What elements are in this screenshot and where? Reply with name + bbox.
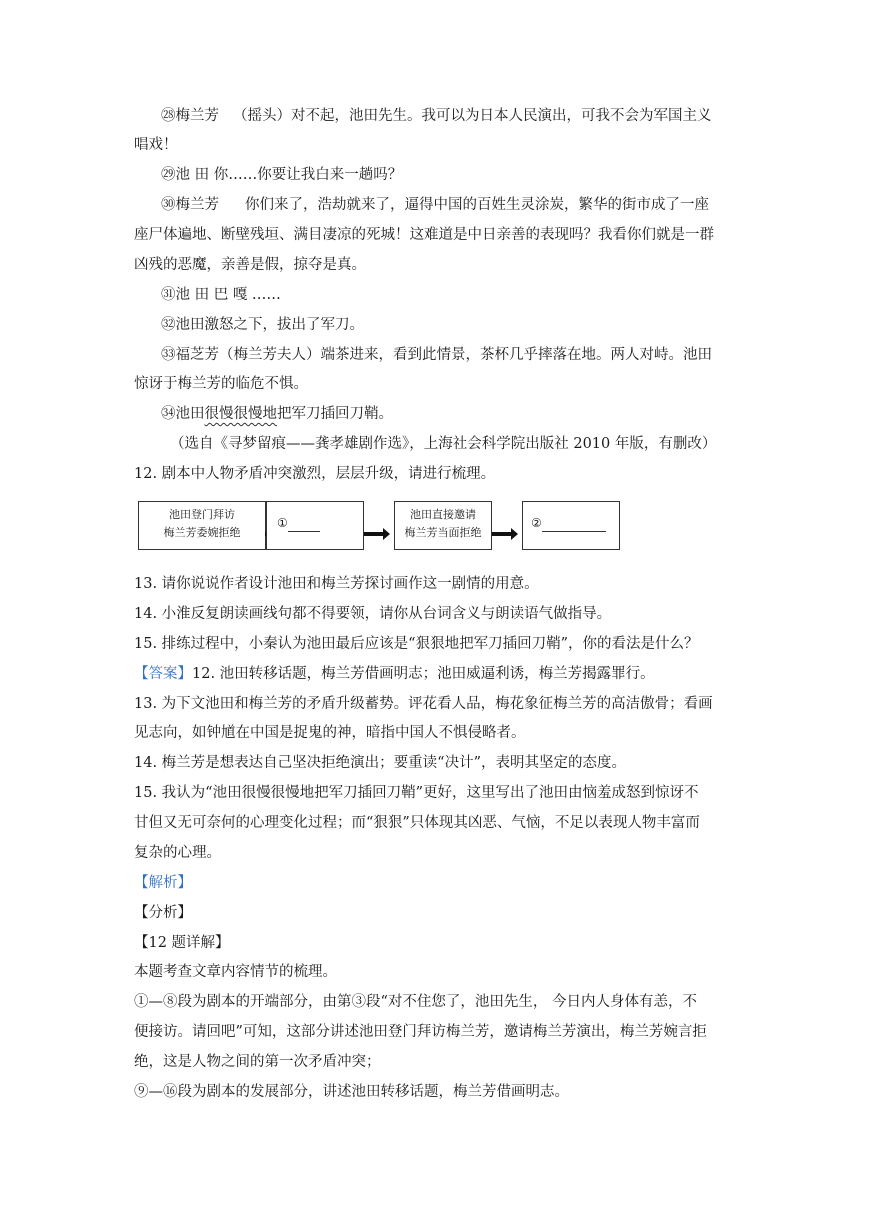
answer-tag: 【答案】 [134,666,192,682]
speaker-mei: ㉘梅兰芳 [161,108,219,124]
speaker-mei: ㉚梅兰芳 [161,197,219,213]
flow-box-visit [138,501,266,550]
answer-14: 14. 梅兰芳是想表达自己坚决拒绝演出；要重读“决计”，表明其坚定的态度。 [134,755,626,771]
analysis-tag: 【解析】 [134,875,192,891]
answer-15a: 15. 我认为“池田很慢很慢地把军刀插回刀鞘”更好，这里写出了池田由恼羞成怒到惊讶不 [134,785,699,801]
analysis-line-2: ①—⑧段为剧本的开端部分，由第③段“对不住您了，池田先生， 今日内人身体有恙，不 [134,994,698,1010]
question-13: 13. 请你说说作者设计池田和梅兰芳探讨画作这一剧情的用意。 [134,576,539,592]
flow-box-line: 梅兰芳当面拒绝 [404,526,482,539]
question-12: 12. 剧本中人物矛盾冲突激烈，层层升级，请进行梳理。 [134,466,496,482]
underlined-phrase: 很慢很慢地 [204,406,277,422]
flow-arrow [364,532,384,536]
flow-blank-1 [266,501,364,550]
line-34-suffix: 把军刀插回刀鞘。 [277,406,393,422]
source-citation: （选自《寻梦留痕——龚孝雄剧作选》，上海社会科学院出版社 2010 年版，有删改） [170,436,717,452]
answer-15b: 甘但又无可奈何的心理变化过程；而“狠狠”只体现其凶恶、气恼，不足以表现人物丰富而 [134,815,700,831]
flow-box-line: 池田直接邀请 [410,508,476,521]
flow-box-line: 池田登门拜访 [169,508,235,521]
answer-12-line [134,664,655,684]
line-34-prefix: ㉞池田 [161,406,205,422]
answer-blank-1 [288,519,320,532]
answer-13a: 13. 为下文池田和梅兰芳的矛盾升级蓄势。评花看人品，梅花象征梅兰芳的高洁傲骨；看画 [134,696,713,712]
script-line-30a [161,195,709,215]
slot-marker-2: ② [531,516,542,530]
fenxi-heading: 【分析】 [134,905,192,921]
script-line-28a [161,106,712,126]
script-line-33a: ㉝福芝芳（梅兰芳夫人）端茶进来，看到此情景，茶杯几乎摔落在地。两人对峙。池田 [161,347,712,363]
answer-12: 12. 池田转移话题，梅兰芳借画明志；池田威逼利诱，梅兰芳揭露罪行。 [192,666,655,682]
answer-15c: 复杂的心理。 [134,845,221,861]
blank-slot-1 [277,514,320,532]
script-line-32: ㉜池田激怒之下，拔出了军刀。 [161,317,364,333]
script-line-31: ㉛池 田 巴 嘎 …… [161,287,281,303]
analysis-line-1: 本题考查文章内容情节的梳理。 [134,964,337,980]
analysis-line-3: 便接访。请回吧”可知，这部分讲述池田登门拜访梅兰芳，邀请梅兰芳演出，梅兰芳婉言拒 [134,1024,707,1040]
analysis-line-5: ⑨—⑯段为剧本的发展部分，讲述池田转移话题，梅兰芳借画明志。 [134,1084,569,1100]
script-line-30b: 座尸体遍地、断壁残垣、满目凄凉的死城！这难道是中日亲善的表现吗？我看你们就是一群 [134,227,714,243]
detail-12-heading: 【12 题详解】 [134,935,230,951]
script-line-30c: 凶残的恶魔，亲善是假，掠夺是真。 [134,257,366,273]
slot-marker-1: ① [277,516,288,530]
dialogue-text: （摇头）对不起，池田先生。我可以为日本人民演出，可我不会为军国主义 [233,108,712,124]
flow-box-line: 梅兰芳委婉拒绝 [163,526,241,539]
answer-13b: 见志向，如钟馗在中国是捉鬼的神，暗指中国人不惧侵略者。 [134,725,526,741]
script-line-34 [161,404,393,424]
answer-blank-2 [542,519,606,532]
analysis-line-4: 绝，这是人物之间的第一次矛盾冲突； [134,1054,381,1070]
flow-box-invite [394,501,492,550]
flow-blank-2 [522,501,620,550]
flow-arrow [492,532,512,536]
question-14: 14. 小淮反复朗读画线句都不得要领，请你从台词含义与朗读语气做指导。 [134,606,612,622]
question-15: 15. 排练过程中，小秦认为池田最后应该是“狠狠地把军刀插回刀鞘”，你的看法是什么？ [134,636,699,652]
script-line-28b: 唱戏！ [134,137,178,153]
script-line-33b: 惊讶于梅兰芳的临危不惧。 [134,376,308,392]
dialogue-text: 你们来了，浩劫就来了，逼得中国的百姓生灵涂炭，繁华的街市成了一座 [245,197,709,213]
blank-slot-2 [531,514,606,532]
script-line-29: ㉙池 田 你……你要让我白来一趟吗？ [161,167,403,183]
